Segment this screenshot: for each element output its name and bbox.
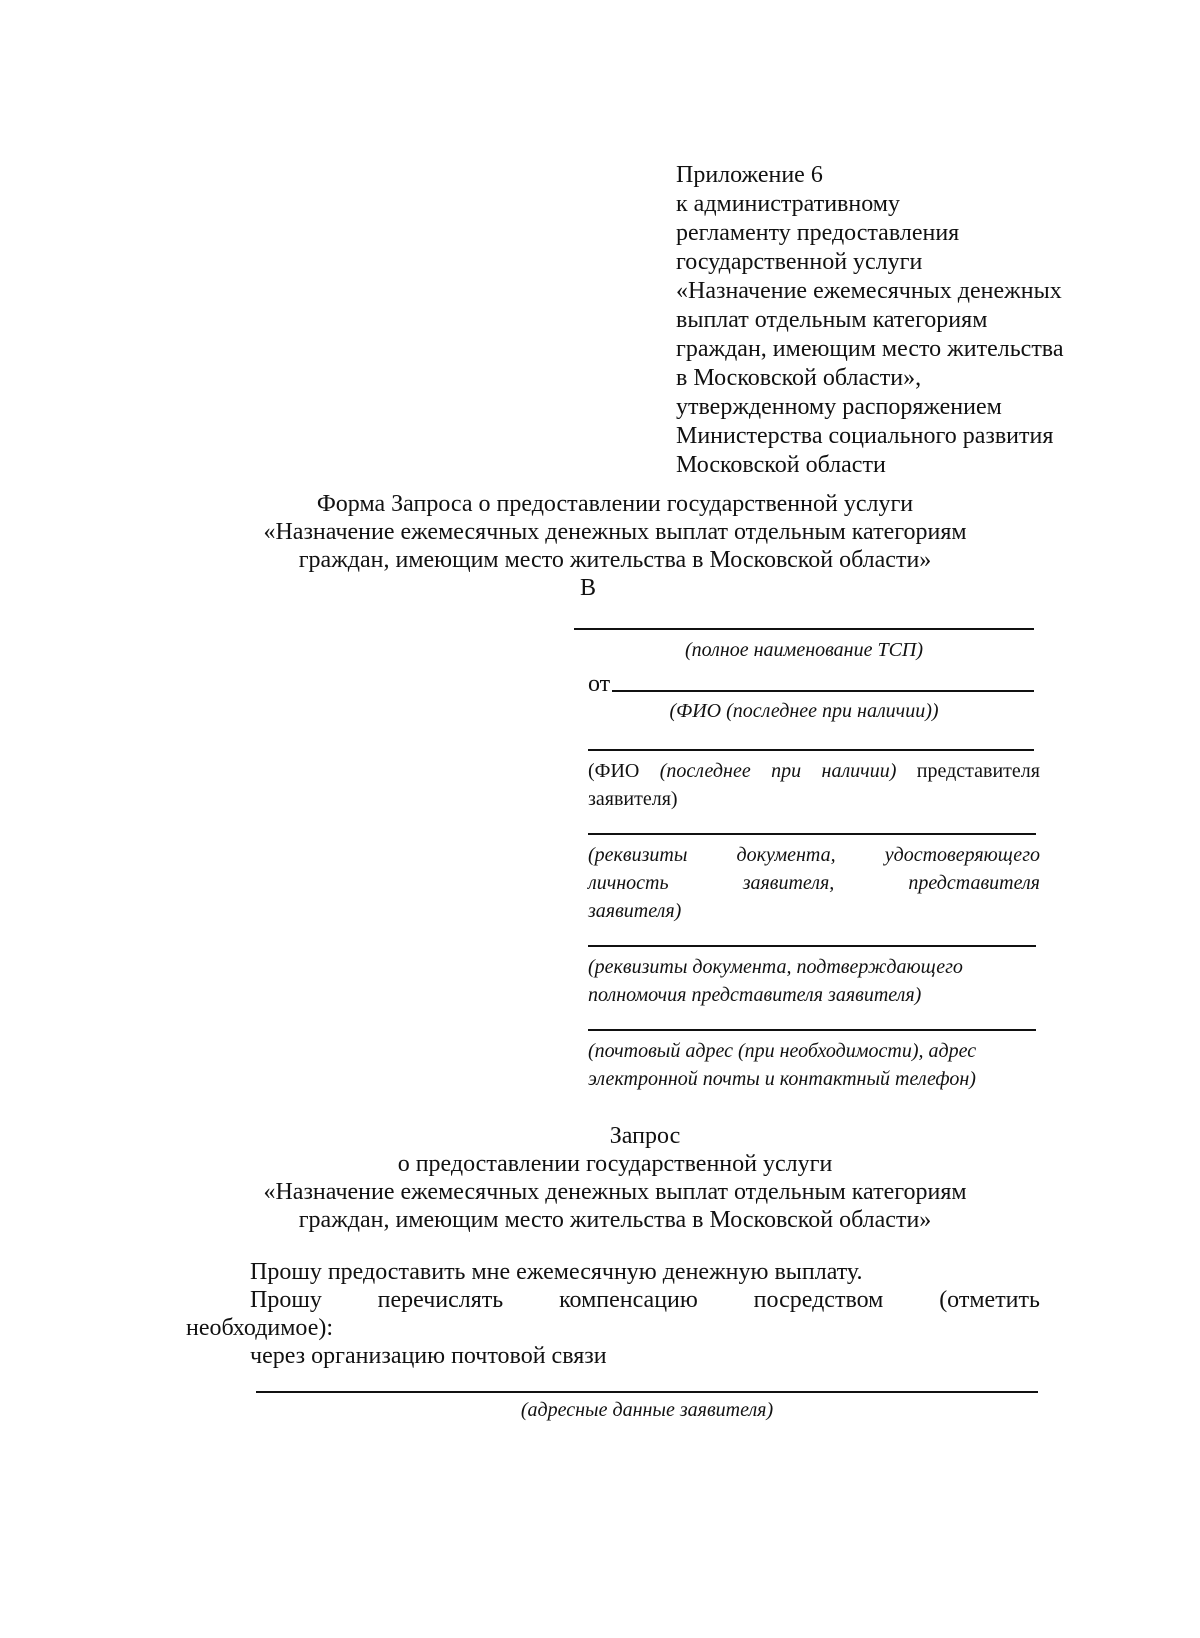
request-title-line: о предоставлении государственной услуги	[397, 1151, 833, 1177]
request-title-line: «Назначение ежемесячных денежных выплат отдельным категориям	[263, 1179, 967, 1205]
tsp-name-field[interactable]	[574, 628, 1034, 630]
representative-fio-field[interactable]	[588, 749, 1034, 751]
caption-line: электронной почты и контактный телефон)	[588, 1068, 976, 1090]
paragraph-word: компенсацию	[559, 1287, 698, 1313]
caption-word: (последнее	[659, 760, 751, 782]
caption-word: (ФИО	[588, 760, 640, 782]
caption-word: (реквизиты	[588, 844, 688, 866]
identity-document-caption	[588, 841, 1040, 925]
caption-line: (почтовый адрес (при необходимости), адрес	[588, 1040, 977, 1062]
representative-caption	[588, 757, 1040, 813]
caption-word: при	[771, 760, 802, 782]
caption-line: заявителя)	[588, 900, 682, 922]
request-paragraph-2-cont: необходимое):	[186, 1315, 334, 1341]
caption-line: заявителя)	[588, 788, 678, 810]
caption-word: личность	[588, 872, 669, 894]
fio-caption: (ФИО (последнее при наличии))	[669, 700, 939, 722]
address-caption: (адресные данные заявителя)	[520, 1399, 774, 1421]
form-title	[200, 490, 1030, 574]
contact-info-caption	[588, 1037, 1040, 1093]
form-title-line: «Назначение ежемесячных денежных выплат отдельным категориям	[263, 519, 967, 545]
form-title-line: Форма Запроса о предоставлении государственной услуги	[316, 491, 914, 517]
caption-word: удостоверяющего	[884, 844, 1040, 866]
to-label: В	[580, 575, 597, 601]
paragraph-word: перечислять	[377, 1287, 504, 1313]
caption-line: полномочия представителя заявителя)	[588, 984, 922, 1006]
paragraph-word: (отметить	[939, 1287, 1040, 1313]
caption-line: (реквизиты документа, подтверждающего	[588, 956, 963, 978]
appendix-line: Министерства социального развития	[676, 423, 1054, 449]
appendix-line: Московской области	[676, 452, 886, 478]
appendix-line: к административному	[676, 191, 900, 217]
request-paragraph-1: Прошу предоставить мне ежемесячную денежную выплату.	[250, 1259, 863, 1285]
from-label: от	[588, 671, 611, 697]
request-title-line: Запрос	[609, 1123, 681, 1149]
caption-word: представителя	[916, 760, 1040, 782]
caption-word: наличии)	[821, 760, 897, 782]
appendix-line: Приложение 6	[676, 162, 823, 188]
request-title-line: граждан, имеющим место жительства в Московской области»	[298, 1207, 932, 1233]
tsp-caption: (полное наименование ТСП)	[684, 639, 924, 661]
paragraph-word: Прошу	[250, 1287, 322, 1313]
appendix-line: государственной услуги	[676, 249, 923, 275]
applicant-fio-field[interactable]	[612, 690, 1034, 692]
appendix-line: «Назначение ежемесячных денежных	[676, 278, 1062, 304]
appendix-line: граждан, имеющим место жительства	[676, 336, 1064, 362]
authority-document-field[interactable]	[588, 945, 1036, 947]
paragraph-word: посредством	[753, 1287, 884, 1313]
form-title-line: граждан, имеющим место жительства в Московской области»	[298, 547, 932, 573]
identity-document-field[interactable]	[588, 833, 1036, 835]
contact-info-field[interactable]	[588, 1029, 1036, 1031]
caption-word: представителя	[908, 872, 1040, 894]
appendix-line: утвержденному распоряжением	[676, 394, 1002, 420]
caption-word: заявителя,	[742, 872, 835, 894]
appendix-line: регламенту предоставления	[676, 220, 960, 246]
caption-word: документа,	[736, 844, 836, 866]
authority-document-caption	[588, 953, 1040, 1009]
appendix-line: выплат отдельным категориям	[676, 307, 988, 333]
appendix-line: в Московской области»,	[676, 365, 922, 391]
post-option[interactable]: через организацию почтовой связи	[250, 1343, 607, 1369]
appendix-block	[676, 161, 1176, 480]
request-title	[200, 1122, 1030, 1234]
request-paragraph-2	[250, 1286, 1040, 1314]
address-field[interactable]	[256, 1391, 1038, 1393]
